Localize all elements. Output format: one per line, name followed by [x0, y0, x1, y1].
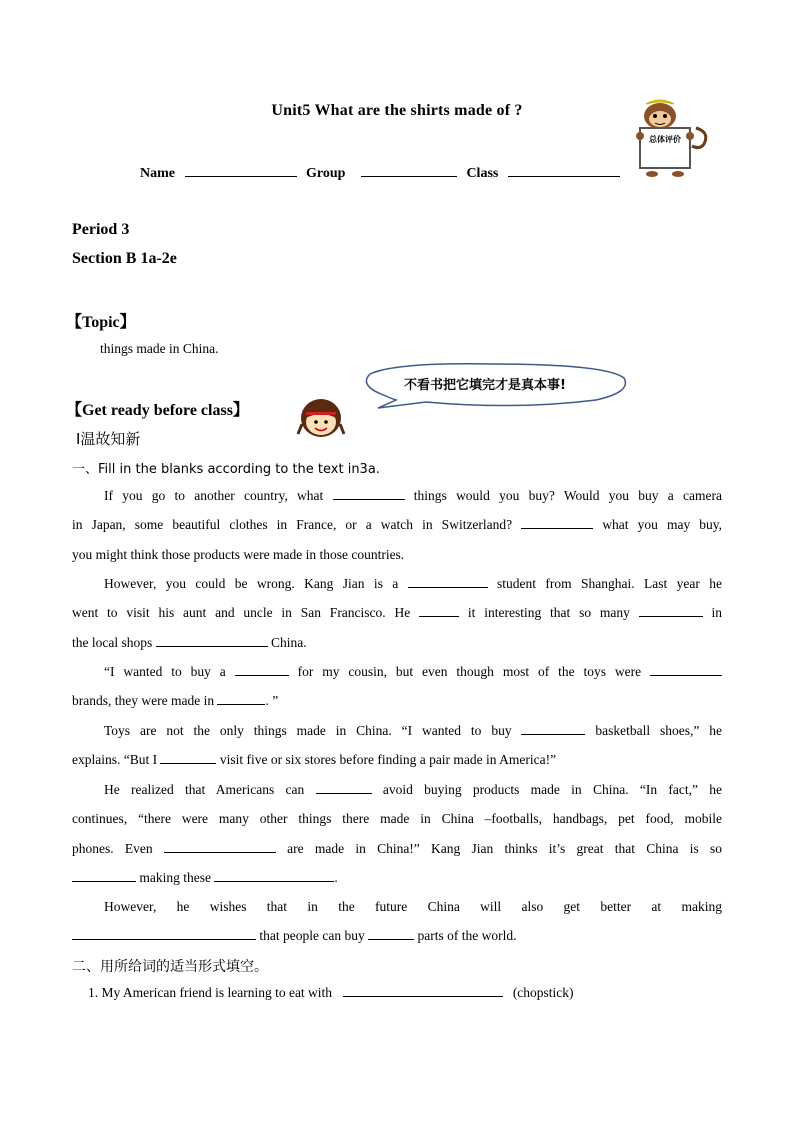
- blank[interactable]: [164, 841, 276, 853]
- blank[interactable]: [419, 605, 459, 617]
- p1-text-4: what you may buy,: [602, 517, 723, 533]
- p3-text-1: “I wanted to buy a: [104, 664, 226, 679]
- paragraph-2: [72, 569, 722, 657]
- p1-text-1: If you go to another country, what: [104, 488, 324, 503]
- paragraph-4: [72, 716, 722, 775]
- girl-face-icon: [296, 394, 346, 440]
- paragraph-1: [72, 481, 722, 569]
- p2-text-6: the local shops: [72, 634, 153, 650]
- part1-heading: [72, 458, 380, 477]
- group-blank[interactable]: [361, 164, 457, 177]
- topic-heading: 【Topic】: [66, 314, 136, 331]
- p5-text-5: are made in China!” Kang Jian thinks it’s great that China is so: [287, 840, 722, 856]
- page-title: Unit5 What are the shirts made of ?: [271, 102, 523, 119]
- p6-text-3: parts of the world.: [417, 928, 517, 944]
- review-label: Ⅰ温故知新: [76, 430, 141, 448]
- p2-text-2: student from Shanghai. Last year he: [497, 576, 723, 591]
- p4-text-3: explains. “But I: [72, 752, 158, 768]
- p6-text-2: that people can buy: [259, 928, 365, 944]
- blank[interactable]: [650, 664, 722, 676]
- p3-text-3: brands, they were made in: [72, 693, 215, 709]
- blank[interactable]: [214, 870, 334, 882]
- class-blank[interactable]: [508, 164, 620, 177]
- p2-text-1: However, you could be wrong. Kang Jian is a: [104, 576, 399, 591]
- blank[interactable]: [156, 635, 268, 647]
- p4-text-4: visit five or six stores before finding a pair made in America!”: [219, 752, 557, 768]
- blank[interactable]: [160, 752, 216, 764]
- paragraph-5: [72, 775, 722, 892]
- item1-text: 1. My American friend is learning to eat with: [88, 985, 333, 1000]
- p4-text-2: basketball shoes,” he: [595, 723, 723, 738]
- p2-text-3: went to visit his aunt and uncle in San Francisco. He: [72, 605, 411, 621]
- student-info-line: [140, 164, 626, 182]
- part2-heading: 二、用所给词的适当形式填空。: [72, 959, 268, 975]
- blank[interactable]: [521, 723, 585, 735]
- p5-text-6: making these: [139, 869, 211, 885]
- p1-text-3: in Japan, some beautiful clothes in France, or a watch in Switzerland?: [72, 517, 513, 533]
- get-ready-heading: 【Get ready before class】: [66, 402, 249, 419]
- blank[interactable]: [217, 693, 265, 705]
- blank[interactable]: [521, 517, 593, 529]
- blank[interactable]: [639, 605, 703, 617]
- p5-text-4: phones. Even: [72, 840, 153, 856]
- p2-text-5: in: [711, 605, 723, 621]
- p2-text-4: it interesting that so many: [467, 605, 630, 621]
- p5-text-3: continues, “there were many other things there made in China –footballs, handbags, pet food, mobile: [72, 811, 722, 827]
- p6-text-1: However, he wishes that in the future China will also get better at making: [104, 899, 722, 914]
- period-heading: Period 3: [72, 221, 130, 238]
- blank[interactable]: [316, 782, 372, 794]
- p3-text-2: for my cousin, but even though most of the toys were: [297, 664, 642, 679]
- item1-hint: (chopstick): [512, 985, 574, 1000]
- p5-text-2: avoid buying products made in China. “In fact,” he: [382, 782, 722, 797]
- p1-text-5: you might think those products were made in those countries.: [72, 546, 405, 562]
- blank[interactable]: [72, 870, 136, 882]
- blank[interactable]: [408, 576, 488, 588]
- blank[interactable]: [333, 488, 405, 500]
- paragraph-6: [72, 892, 722, 951]
- blank[interactable]: [235, 664, 289, 676]
- badge-text: 总体评价: [649, 135, 681, 144]
- name-label: Name: [140, 166, 175, 181]
- blank[interactable]: [72, 928, 256, 940]
- part2-item-1: [88, 985, 574, 1001]
- p3-text-4: . ”: [265, 693, 279, 709]
- blank[interactable]: [368, 928, 414, 940]
- p2-text-7: China.: [271, 634, 307, 650]
- p1-text-2: things would you buy? Would you buy a camera: [413, 488, 723, 503]
- item1-blank[interactable]: [343, 985, 503, 997]
- group-label: Group: [306, 166, 346, 181]
- p5-text-7: .: [334, 869, 338, 885]
- p5-text-1: He realized that Americans can: [104, 782, 305, 797]
- bubble-text: 不看书把它填完才是真本事!: [404, 378, 566, 393]
- class-label: Class: [466, 166, 499, 181]
- part1-heading-text: 一、Fill in the blanks according to the text in3a.: [72, 462, 380, 477]
- paragraph-3: [72, 657, 722, 716]
- p4-text-1: Toys are not the only things made in China. “I wanted to buy: [104, 723, 512, 738]
- monkey-evaluation-badge-icon: [630, 98, 710, 180]
- name-blank[interactable]: [185, 164, 297, 177]
- section-heading: Section B 1a-2e: [72, 250, 177, 267]
- topic-text: things made in China.: [100, 341, 219, 356]
